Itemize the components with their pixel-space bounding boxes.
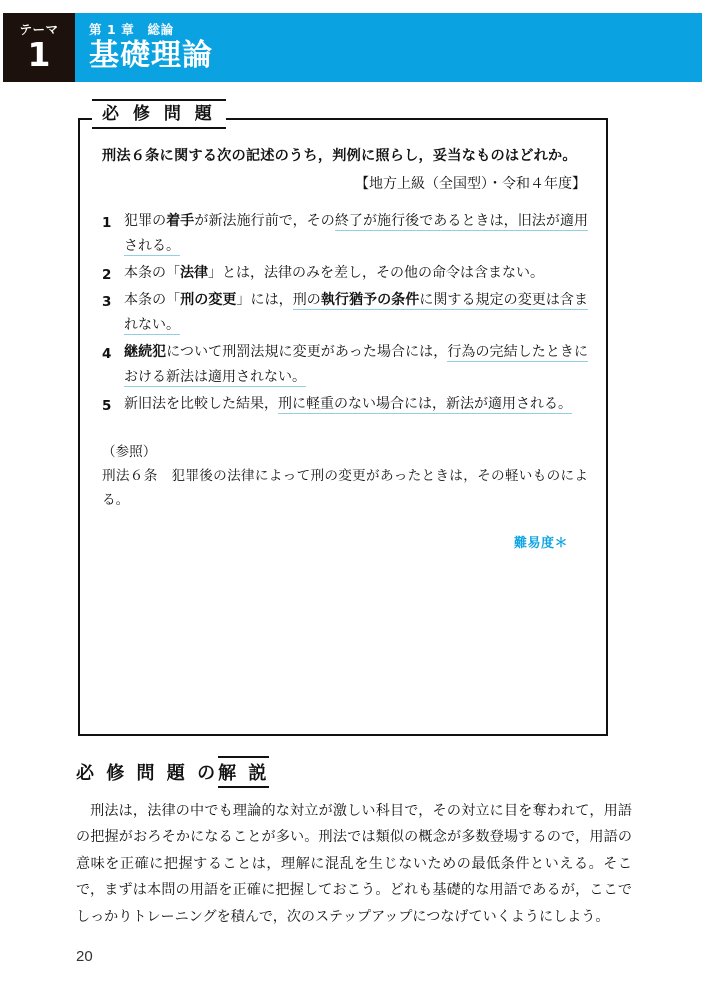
choice-underlined-span: 執行猶予の条件 <box>320 293 420 309</box>
page-number: 20 <box>76 948 93 965</box>
explanation-heading-prefix: 必 修 問 題 の <box>76 763 219 784</box>
choice-item <box>102 262 588 287</box>
question-source: 【地方上級（全国型）・令和４年度】 <box>355 177 586 193</box>
choice-item <box>102 289 588 339</box>
theme-badge-label: テーマ <box>19 22 59 38</box>
choice-number: 2 <box>102 267 112 284</box>
choice-underlined-span: に関する規定の変更は含まれない。 <box>124 293 588 334</box>
explanation-heading <box>76 756 269 788</box>
difficulty-rating: 難易度＊ <box>513 536 568 552</box>
choice-text <box>124 262 588 287</box>
choice-number: 3 <box>102 294 112 311</box>
choice-plain-span: 」には， <box>236 293 293 309</box>
question-stem: 刑法６条に関する次の記述のうち，判例に照らし，妥当なものはどれか。 <box>102 148 577 164</box>
page-header <box>3 13 702 82</box>
choice-underlined-span: 終了が施行後であるときは，旧法が適用される。 <box>124 214 589 255</box>
choice-number: 4 <box>102 345 112 362</box>
choice-plain-span: が新法施行前で，その <box>194 214 335 230</box>
required-question-box <box>78 118 608 736</box>
page-title: 基礎理論 <box>89 37 213 73</box>
explanation-heading-emphasis: 解 説 <box>218 756 269 788</box>
choice-plain-span: について刑罰法規に変更があった場合には， <box>166 344 448 360</box>
choice-bold-term: 刑の変更 <box>180 293 237 309</box>
theme-badge-number: 1 <box>27 34 51 74</box>
choice-bold-term: 法律 <box>180 266 208 282</box>
choice-plain-span: 新旧法を比較した結果， <box>124 396 278 412</box>
explanation-body: 刑法は，法律の中でも理論的な対立が激しい科目で，その対立に目を奪われて，用語の把握がおろそかになることが多い。刑法では類似の概念が多数登場するので，用語の意味を正確に把握することは，理解に混乱を生じないための最低条件といえる。そこで，まずは本問の用語を正確に把握しておこう。どれも基礎的な用語であるが，ここでしっかりトレーニングを積んで，次のステップアップにつなげていくようにしよう。 <box>76 803 632 925</box>
choice-underlined-span: 行為の完結したときにおける新法は適用されない。 <box>124 344 589 385</box>
chapter-label: 第 1 章 総論 <box>89 22 174 38</box>
question-box-title: 必 修 問 題 <box>92 99 226 129</box>
choice-text <box>124 210 588 260</box>
choice-text <box>124 393 588 418</box>
choice-number: 1 <box>102 215 112 232</box>
choice-underlined-span: 刑の <box>292 293 321 309</box>
choice-bold-term: 継続犯 <box>124 344 167 360</box>
choice-underlined-span: 刑に軽重のない場合には，新法が適用される。 <box>278 396 572 412</box>
choice-bold-term: 着手 <box>166 214 195 230</box>
choice-text <box>124 341 588 391</box>
choice-text <box>124 289 588 339</box>
reference-block <box>102 440 588 513</box>
choice-plain-span: 犯罪の <box>124 214 167 230</box>
reference-label: （参照） <box>102 443 157 459</box>
choice-item <box>102 210 588 260</box>
choice-plain-span: 本条の「 <box>124 266 180 282</box>
reference-body: 刑法６条 犯罪後の法律によって刑の変更があったときは，その軽いものによる。 <box>102 467 588 508</box>
choice-plain-span: 」とは，法律のみを差し，その他の命令は含まない。 <box>208 266 544 282</box>
theme-badge <box>3 13 75 82</box>
choice-plain-span: 本条の「 <box>124 293 181 309</box>
choice-item <box>102 393 588 418</box>
header-text-group <box>89 13 213 82</box>
choice-list <box>102 210 588 417</box>
choice-item <box>102 341 588 391</box>
choice-number: 5 <box>102 397 112 414</box>
question-box-content <box>80 120 606 551</box>
